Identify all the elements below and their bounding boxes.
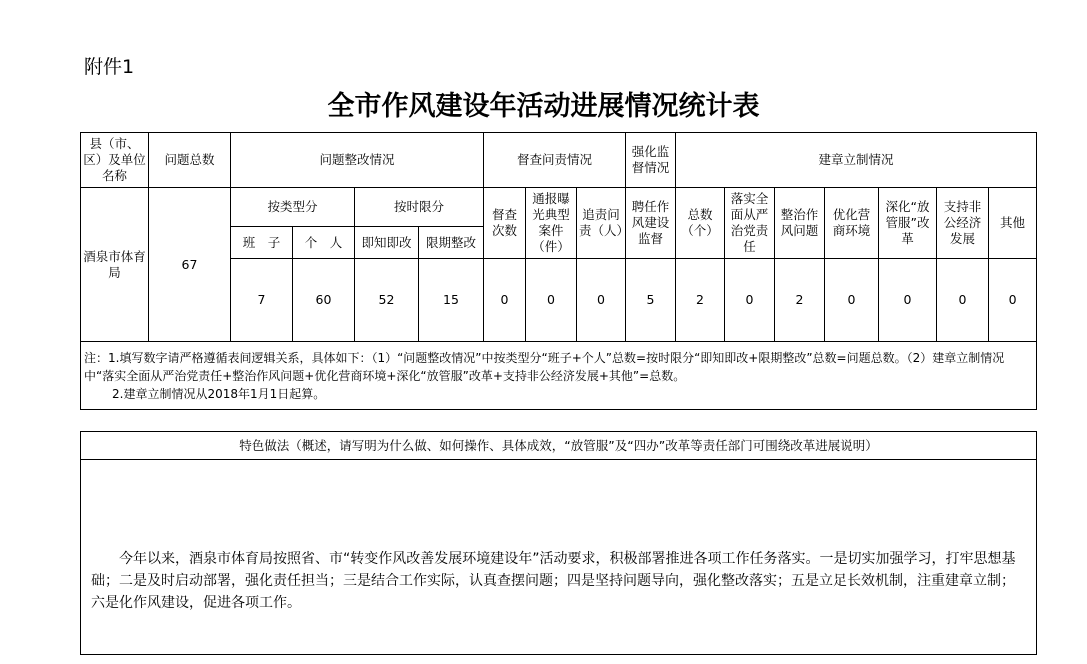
header-style: 整治作风问题: [775, 188, 825, 259]
feature-section: [80, 431, 1037, 655]
cell-total: 67: [149, 188, 231, 342]
header-other: 其他: [989, 188, 1037, 259]
header-exposed-cases: 通报曝光典型案件（件）: [526, 188, 577, 259]
table-note: [81, 342, 1037, 410]
attachment-label: 附件1: [84, 56, 135, 78]
header-rules: 建章立制情况: [676, 133, 1037, 188]
cell-other: 0: [989, 259, 1037, 342]
cell-style: 2: [775, 259, 825, 342]
header-team: 班 子: [231, 227, 293, 259]
cell-inspect-count: 0: [484, 259, 526, 342]
header-strengthen: 强化监督情况: [626, 133, 676, 188]
cell-reform: 0: [879, 259, 937, 342]
header-reform: 深化“放管服”改革: [879, 188, 937, 259]
header-immediate: 即知即改: [355, 227, 419, 259]
cell-person: 60: [293, 259, 355, 342]
header-inspect-count: 督查次数: [484, 188, 526, 259]
cell-accountable: 0: [577, 259, 626, 342]
header-hired: 聘任作风建设监督: [626, 188, 676, 259]
note-line-1: 注：1.填写数字请严格遵循表间逻辑关系，具体如下：（1）“问题整改情况”中按类型分“班子+个人”总数=按时限分“即知即改+限期整改”总数=问题总数。（2）建章立制情况中“落实全面从严治党责任+整治作风问题+优化营商环境+深化“放管服”改革+支持非公经济发展+其他”=总数。: [84, 350, 1005, 383]
note-line-2: 2.建章立制情况从2018年1月1日起算。: [112, 386, 326, 401]
header-party: 落实全面从严治党责任: [725, 188, 775, 259]
feature-body: 今年以来，酒泉市体育局按照省、市“转变作风改善发展环境建设年”活动要求，积极部署推进各项工作任务落实。一是切实加强学习，打牢思想基础；二是及时启动部署，强化责任担当；三是结合工作实际，认真查摆问题；四是坚持问题导向，强化整改落实；五是立足长效机制，注重建章立制；六是化作风建设，促进各项工作。: [91, 551, 1016, 611]
cell-deadline: 15: [419, 259, 484, 342]
header-rules-total: 总数（个）: [676, 188, 725, 259]
header-by-time: 按时限分: [355, 188, 484, 227]
cell-party: 0: [725, 259, 775, 342]
cell-team: 7: [231, 259, 293, 342]
header-supervise: 督查问责情况: [484, 133, 626, 188]
cell-unit: 酒泉市体育局: [81, 188, 149, 342]
header-unit: 县（市、区）及单位名称: [81, 133, 149, 188]
cell-immediate: 52: [355, 259, 419, 342]
header-total: 问题总数: [149, 133, 231, 188]
cell-hired: 5: [626, 259, 676, 342]
header-person: 个 人: [293, 227, 355, 259]
statistics-table: [80, 132, 1037, 410]
cell-exposed-cases: 0: [526, 259, 577, 342]
header-by-type: 按类型分: [231, 188, 355, 227]
header-business: 优化营商环境: [825, 188, 879, 259]
cell-rules-total: 2: [676, 259, 725, 342]
feature-header: 特色做法（概述，请写明为什么做、如何操作、具体成效，“放管服”及“四办”改革等责任部门可围绕改革进展说明）: [81, 432, 1036, 460]
cell-nonpublic: 0: [937, 259, 989, 342]
header-rectify: 问题整改情况: [231, 133, 484, 188]
cell-business: 0: [825, 259, 879, 342]
header-deadline: 限期整改: [419, 227, 484, 259]
page-title: 全市作风建设年活动进展情况统计表: [327, 91, 760, 122]
header-nonpublic: 支持非公经济发展: [937, 188, 989, 259]
header-accountable: 追责问责（人）: [577, 188, 626, 259]
